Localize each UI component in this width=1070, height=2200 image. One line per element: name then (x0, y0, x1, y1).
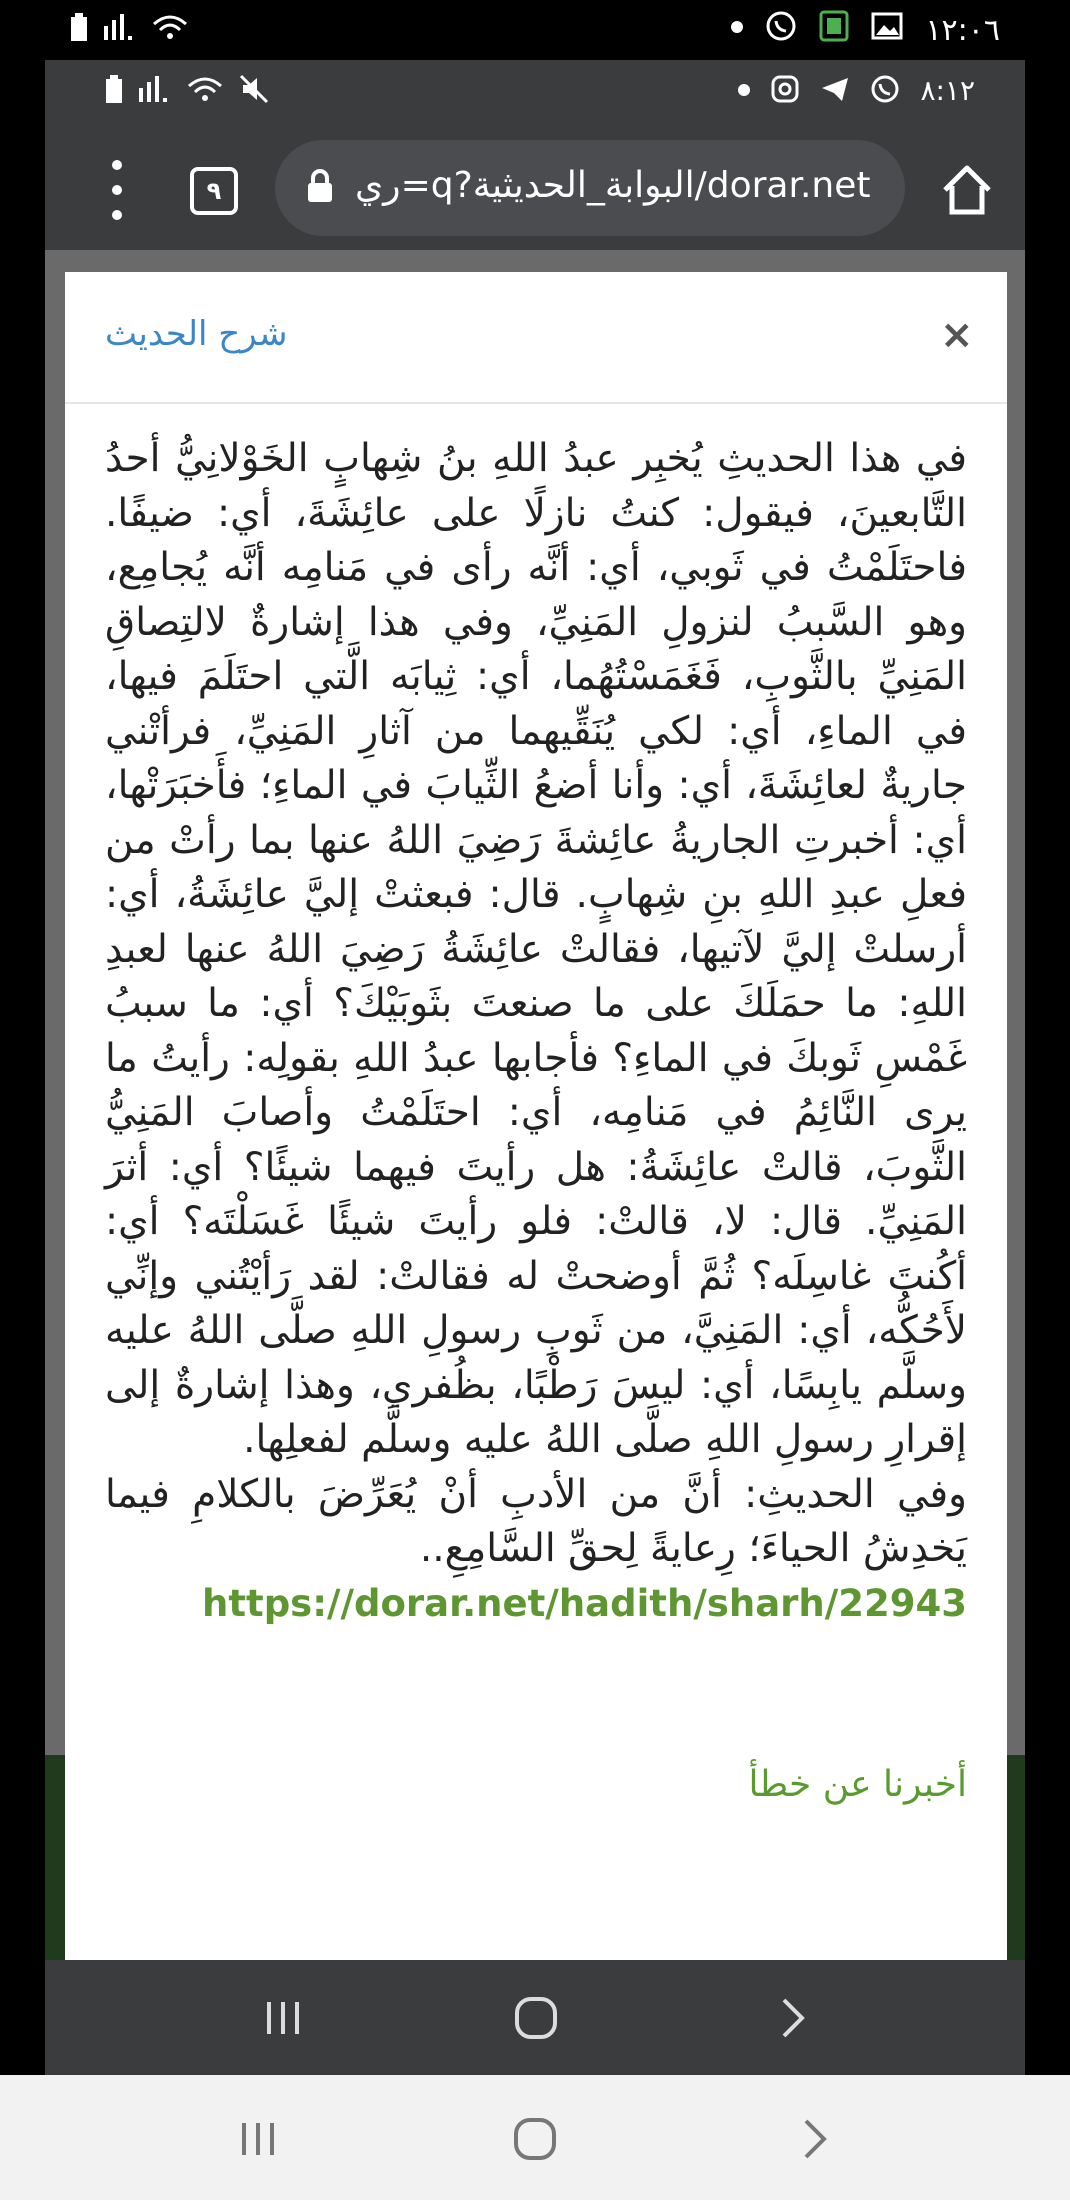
close-button[interactable]: × (940, 312, 974, 358)
explanation-paragraph: في هذا الحديثِ يُخبِر عبدُ اللهِ بنُ شِهابٍ الخَوْلانِيُّ أحدُ التَّابعينَ، فيقول: كنتُ نازلًا على عائِشَةَ، أي: ضيفًا. فاحتَلَمْتُ في ثَوبي، أي: أنَّه رأى في مَنامِه أنَّه يُجامِع، وهو السَّببُ لنزولِ المَنِيِّ، وفي هذا إشارةٌ لالتِصاقِ المَنِيِّ بالثَّوبِ، فَغَمَسْتُهُما، أي: ثِيابَه الَّتي احتَلَمَ فيها، في الماءِ، أي: لكي يُنَقِّيهما من آثارِ المَنِيِّ، فرأتْني جاريةٌ لعائِشَةَ، أي: وأنا أضعُ الثِّيابَ في الماءِ؛ فأَخبَرَتْها، أي: أخبرتِ الجاريةُ عائِشةَ رَضِيَ اللهُ عنها بما رأتْ من فعلِ عبدِ اللهِ بنِ شِهابٍ. قال: فبعثتْ إليَّ عائِشَةُ، أي: أرسلتْ إليَّ لآتيها، فقالتْ عائِشَةُ رَضِيَ اللهُ عنها لعبدِ اللهِ: ما حمَلَكَ على ما صنعتَ بثَوبَيْكَ؟ أي: ما سببُ غَمْسِ ثَوبكَ في الماءِ؟ فأجابها عبدُ اللهِ بقولِه: رأيتُ ما يرى النَّائِمُ في مَنامِه، أي: احتَلَمْتُ وأصابَ المَنِيُّ الثَّوبَ، قالتْ عائِشَةُ: هل رأيتَ فيهما شيئًا؟ أي: أثرَ المَنِيِّ. قال: لا، قالتْ: فلو رأيتَ شيئًا غَسَلْتَه؟ أي: أكُنتَ غاسِلَه؟ ثُمَّ أوضحتْ له فقالتْ: لقد رَأيْتُني وإنِّي لأَحُكُّه، أي: المَنِيَّ، من ثَوبِ رسولِ اللهِ صلَّى اللهُ عليه وسلَّم يابِسًا، أي: ليسَ رَطْبًا، بظُفري، وهذا إشارةٌ إلى إقرارِ رسولِ اللهِ صلَّى اللهُ عليه وسلَّم لفعلِها. (105, 436, 967, 1462)
sharh-link[interactable]: https://dorar.net/hadith/sharh/22943 (201, 1581, 967, 1625)
whatsapp-icon (870, 74, 900, 111)
clock-time: ١٢:٠٦ (925, 12, 1000, 48)
modal-header (65, 272, 1007, 404)
url-text: ري=q?البوابة_الحديثية/dorar.net (355, 165, 871, 206)
battery-icon (105, 74, 123, 111)
gallery-icon (871, 11, 903, 49)
home-icon[interactable] (939, 162, 995, 218)
back-nav-icon[interactable] (800, 2117, 830, 2165)
whatsapp-icon (765, 10, 797, 50)
modal-title: شرح الحديث (105, 314, 288, 354)
notification-dot-icon (731, 11, 743, 49)
signal-icon (137, 74, 171, 111)
mute-icon (239, 74, 269, 111)
signal-icon (102, 12, 136, 50)
hadith-explanation-modal (65, 272, 1007, 1960)
home-nav-icon[interactable] (512, 2116, 558, 2166)
recent-apps-icon[interactable] (238, 2119, 278, 2163)
home-nav-icon[interactable] (513, 1995, 559, 2045)
outer-status-bar (0, 0, 1070, 60)
recent-apps-icon[interactable] (263, 1998, 303, 2042)
report-error-link[interactable]: أخبرنا عن خطأ (748, 1764, 967, 1805)
modal-body (105, 432, 967, 1631)
lock-icon (307, 169, 333, 203)
address-bar[interactable] (275, 140, 905, 236)
wifi-icon (185, 74, 225, 111)
menu-dots-icon[interactable] (105, 160, 129, 220)
back-nav-icon[interactable] (778, 1996, 808, 2044)
phone-nav-bar (45, 1960, 1025, 2075)
inner-status-bar (45, 60, 1025, 130)
notification-dot-icon (738, 74, 750, 111)
app-icon (819, 10, 849, 50)
tab-switcher-button[interactable]: ٩ (190, 167, 238, 215)
browser-toolbar (45, 130, 1025, 250)
battery-icon (70, 12, 88, 50)
outer-nav-bar (0, 2075, 1070, 2200)
wifi-icon (150, 12, 190, 50)
instagram-icon (770, 74, 800, 111)
telegram-icon (820, 74, 850, 111)
clock-time: ٨:١٢ (920, 74, 975, 107)
lesson-paragraph: وفي الحديثِ: أنَّ من الأدبِ أنْ يُعَرِّضَ بالكلامِ فيما يَخدِشُ الحياءَ؛ رِعايةً لِحقِّ السَّامِعِ.. (105, 1471, 967, 1571)
